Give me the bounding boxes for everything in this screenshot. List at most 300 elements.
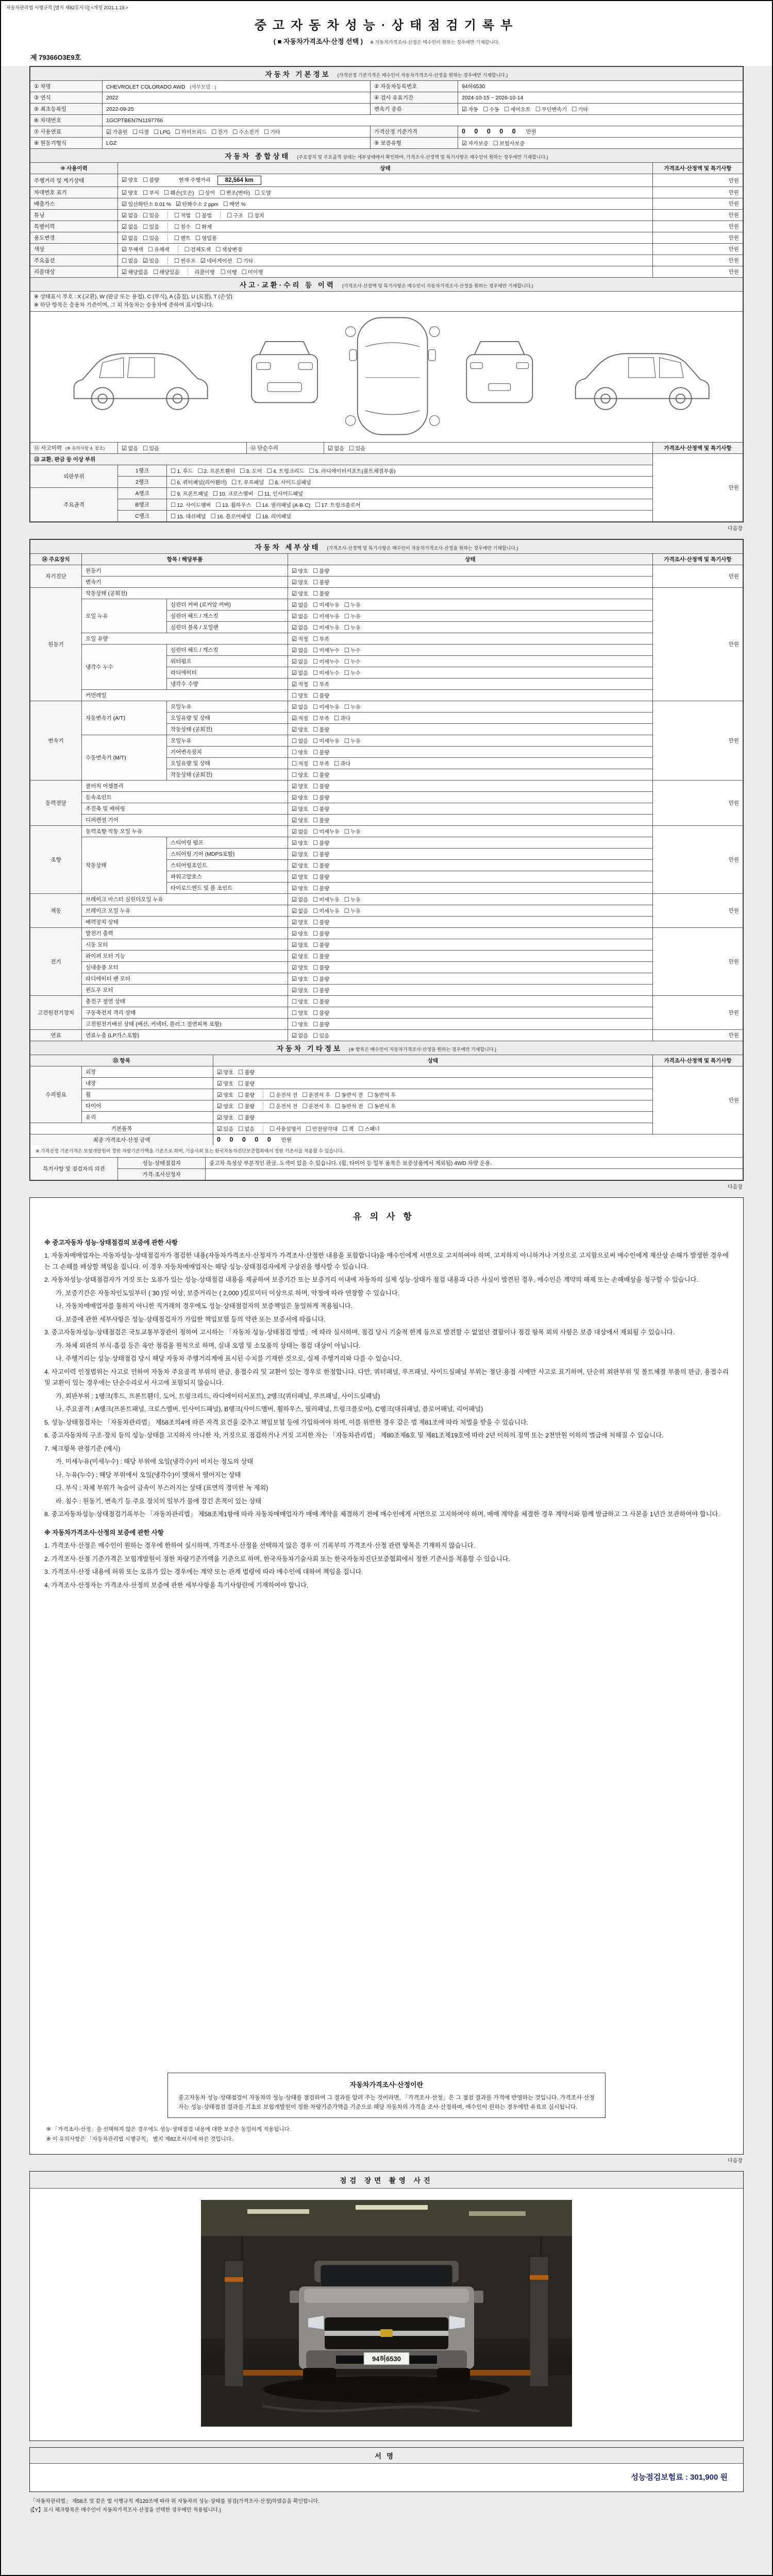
checkbox-checked[interactable] bbox=[217, 1091, 233, 1098]
checkbox-checked[interactable] bbox=[292, 929, 308, 937]
row-label-color: 색상 bbox=[30, 244, 118, 255]
checkbox[interactable] bbox=[313, 771, 329, 778]
section-note: (※ 항목은 매수인이 자동차가격조사·산정을 원하는 경우에만 기재합니다.) bbox=[348, 1046, 497, 1052]
final-price-label: 최종 가격조사·산정 금액 bbox=[30, 1134, 213, 1145]
checkbox-checked[interactable] bbox=[217, 1068, 233, 1076]
checkbox[interactable] bbox=[344, 669, 361, 676]
checkbox-checked[interactable] bbox=[122, 268, 148, 276]
checkbox-checked[interactable] bbox=[462, 105, 478, 113]
checkbox[interactable] bbox=[227, 211, 243, 219]
checkbox[interactable] bbox=[313, 895, 340, 903]
checkbox-checked[interactable] bbox=[462, 139, 489, 147]
checkbox-label: 유채색 bbox=[154, 247, 170, 253]
checkbox[interactable] bbox=[315, 501, 360, 509]
checkbox[interactable] bbox=[313, 646, 340, 654]
checkbox[interactable] bbox=[335, 1091, 363, 1098]
checkbox-icon: ☑ bbox=[292, 963, 297, 971]
checkbox-label: 누유 bbox=[350, 829, 361, 835]
checkbox[interactable] bbox=[238, 1068, 255, 1076]
checkbox[interactable] bbox=[143, 189, 159, 196]
checkbox-checked[interactable] bbox=[143, 257, 159, 264]
checkbox-icon: ☑ bbox=[217, 1091, 223, 1098]
recall-done-group bbox=[188, 268, 267, 276]
checkbox-label: 누유 bbox=[350, 897, 361, 903]
checkbox[interactable] bbox=[334, 759, 350, 767]
checkbox-checked[interactable] bbox=[122, 211, 138, 219]
item-label: 휠 bbox=[82, 1089, 213, 1100]
checkbox-checked[interactable] bbox=[292, 680, 308, 688]
checkbox-label: 무단변속기 bbox=[542, 107, 567, 113]
checkbox-checked[interactable] bbox=[200, 257, 232, 264]
checkbox[interactable] bbox=[344, 601, 361, 608]
checkbox-label: 양호 bbox=[298, 852, 308, 858]
checkbox[interactable] bbox=[238, 1113, 255, 1121]
checkbox[interactable] bbox=[313, 748, 329, 756]
checkbox[interactable] bbox=[313, 963, 329, 971]
group-repair-needed: 수리필요 bbox=[30, 1066, 82, 1123]
premium-label: 성능점검보험료 : bbox=[631, 2472, 688, 2482]
checkbox-label: 불량 bbox=[319, 954, 329, 960]
checkbox-checked[interactable] bbox=[292, 827, 308, 835]
checkbox-label: 없음 bbox=[298, 670, 308, 676]
checkbox-checked[interactable] bbox=[292, 793, 308, 801]
checkbox-checked[interactable] bbox=[122, 444, 138, 452]
checkbox[interactable] bbox=[195, 223, 212, 230]
checkbox[interactable] bbox=[238, 1079, 255, 1087]
checkbox[interactable] bbox=[313, 975, 329, 982]
checkbox-icon: ☐ bbox=[238, 1125, 244, 1132]
checkbox[interactable] bbox=[231, 478, 264, 486]
checkbox[interactable] bbox=[143, 234, 159, 242]
checkbox-label: 없음 bbox=[298, 704, 308, 710]
field-label: 가격산정 기준가격 bbox=[371, 126, 458, 138]
section-box-1 bbox=[29, 66, 744, 522]
checkbox-checked[interactable] bbox=[217, 1079, 233, 1087]
detail-state-table bbox=[30, 539, 743, 1041]
checkbox[interactable] bbox=[344, 623, 361, 631]
checkbox[interactable] bbox=[195, 211, 212, 219]
checkbox-checked[interactable] bbox=[292, 623, 308, 631]
checkbox-icon: ☐ bbox=[122, 257, 127, 264]
checkbox-label: 없음 bbox=[298, 897, 308, 903]
checkbox[interactable] bbox=[264, 128, 280, 135]
notice-line: 8. 중고자동차성능·상태점검기록부는 「자동차관리법」 제58조제1항에 따라 자동차매매업자가 매매 계약을 체결하기 전에 매수인에게 서면으로 고지하여야 하며, 매매 계약을 체결한 경우 계약서와 함께 발급하고 그 사본을 1년간 보관하여야 합니다. bbox=[44, 1511, 720, 1518]
exchange-panel-table bbox=[30, 453, 743, 522]
checkbox-label: 양호 bbox=[128, 191, 138, 196]
vin-mark-options bbox=[118, 187, 653, 198]
checkbox-icon: ☐ bbox=[292, 759, 297, 767]
checkbox-checked[interactable] bbox=[292, 963, 308, 971]
checkbox-checked[interactable] bbox=[217, 1125, 233, 1132]
checkbox-checked[interactable] bbox=[292, 952, 308, 960]
checkbox-checked[interactable] bbox=[292, 975, 308, 982]
checkbox-checked[interactable] bbox=[106, 128, 128, 135]
checkbox[interactable] bbox=[309, 467, 395, 474]
checkbox-icon: ☐ bbox=[256, 501, 261, 509]
checkbox-checked[interactable] bbox=[292, 873, 308, 880]
checkbox-label: 해당없음 bbox=[128, 270, 148, 276]
checkbox[interactable] bbox=[143, 223, 159, 230]
checkbox[interactable] bbox=[132, 128, 149, 135]
checkbox-checked[interactable] bbox=[292, 635, 308, 642]
checkbox-label: 양호 bbox=[298, 806, 308, 812]
checkbox[interactable] bbox=[313, 918, 329, 926]
checkbox[interactable] bbox=[349, 444, 365, 452]
checkbox-label: 없음 bbox=[298, 829, 308, 835]
checkbox[interactable] bbox=[213, 489, 254, 497]
checkbox-checked[interactable] bbox=[292, 884, 308, 892]
checkbox[interactable] bbox=[174, 211, 191, 219]
checkbox-icon: ☐ bbox=[313, 805, 318, 812]
checkbox-icon: ☑ bbox=[292, 839, 297, 846]
checkbox-icon: ☑ bbox=[292, 635, 297, 642]
price-cell: 만원 bbox=[652, 893, 743, 927]
checkbox[interactable] bbox=[237, 257, 253, 264]
checkbox[interactable] bbox=[313, 703, 340, 710]
checkbox-label: 없음 bbox=[128, 236, 138, 242]
checkbox[interactable] bbox=[342, 1125, 354, 1132]
checkbox[interactable] bbox=[313, 601, 340, 608]
checkbox-label: 미세누유 bbox=[319, 897, 340, 903]
basic-kit-have-options bbox=[217, 1126, 259, 1132]
checkbox-icon: ☐ bbox=[313, 646, 318, 654]
checkbox[interactable] bbox=[313, 714, 329, 722]
checkbox-label: 미세누수 bbox=[319, 648, 340, 654]
checkbox-checked[interactable] bbox=[176, 200, 219, 208]
checkbox-icon: ☐ bbox=[313, 963, 318, 971]
tuning-status bbox=[118, 210, 653, 221]
checkbox-checked[interactable] bbox=[292, 918, 308, 926]
checkbox-label: 없음 bbox=[298, 625, 308, 631]
checkbox-checked[interactable] bbox=[292, 703, 308, 710]
checkbox[interactable] bbox=[313, 929, 329, 937]
checkbox-label: 양호 bbox=[298, 840, 308, 846]
checkbox[interactable] bbox=[242, 268, 263, 276]
checkbox-checked[interactable] bbox=[292, 816, 308, 824]
checkbox-label: 15. 대쉬패널 bbox=[177, 514, 206, 520]
checkbox-checked[interactable] bbox=[292, 612, 308, 620]
checkbox[interactable] bbox=[198, 189, 215, 196]
checkbox[interactable] bbox=[302, 1102, 330, 1110]
checkbox[interactable] bbox=[255, 189, 271, 196]
checkbox-label: 네비게이션 bbox=[207, 259, 232, 264]
checkbox-icon: ☐ bbox=[313, 827, 318, 835]
checkbox[interactable] bbox=[238, 1091, 255, 1098]
checkbox-checked[interactable] bbox=[292, 725, 308, 733]
checkbox[interactable] bbox=[313, 680, 329, 688]
item-label: 라디에이터 팬 모터 bbox=[82, 973, 288, 984]
price-cell: 만원 bbox=[653, 266, 743, 278]
checkbox-checked[interactable] bbox=[217, 1113, 233, 1121]
checkbox[interactable] bbox=[292, 997, 308, 1005]
checkbox[interactable] bbox=[267, 467, 305, 474]
checkbox-label: 렌트 bbox=[180, 236, 191, 242]
checkbox[interactable] bbox=[148, 245, 170, 253]
checkbox[interactable] bbox=[197, 467, 235, 474]
checkbox[interactable] bbox=[504, 105, 531, 113]
checkbox[interactable] bbox=[292, 759, 308, 767]
checkbox[interactable] bbox=[302, 1091, 330, 1098]
checkbox-icon: ☑ bbox=[292, 827, 297, 835]
checkbox[interactable] bbox=[313, 759, 329, 767]
checkbox-icon: ☐ bbox=[315, 501, 321, 509]
checkbox-checked[interactable] bbox=[292, 895, 308, 903]
checkbox-checked[interactable] bbox=[292, 782, 308, 790]
checkbox[interactable] bbox=[535, 105, 567, 113]
checkbox[interactable] bbox=[313, 793, 329, 801]
checkbox[interactable] bbox=[344, 612, 361, 620]
status-options bbox=[288, 848, 653, 859]
checkbox[interactable] bbox=[313, 952, 329, 960]
checkbox-checked[interactable] bbox=[292, 986, 308, 994]
checkbox[interactable] bbox=[174, 223, 191, 230]
checkbox[interactable] bbox=[313, 941, 329, 948]
checkbox[interactable] bbox=[313, 725, 329, 733]
checkbox-checked[interactable] bbox=[328, 444, 344, 452]
checkbox[interactable] bbox=[493, 139, 525, 147]
status-options bbox=[288, 644, 653, 655]
checkbox[interactable] bbox=[270, 1102, 298, 1110]
checkbox[interactable] bbox=[344, 737, 361, 744]
checkbox-label: 있음 bbox=[149, 446, 159, 452]
checkbox[interactable] bbox=[358, 1125, 380, 1132]
checkbox-checked[interactable] bbox=[122, 245, 143, 253]
subitem-label: 냉각수 수량 bbox=[167, 678, 288, 689]
checkbox[interactable] bbox=[344, 827, 361, 835]
col-header-status: 상태 bbox=[213, 1055, 653, 1066]
checkbox[interactable] bbox=[211, 128, 228, 135]
checkbox[interactable] bbox=[313, 986, 329, 994]
checkbox[interactable] bbox=[238, 1102, 255, 1110]
checkbox-icon: ☐ bbox=[313, 737, 318, 744]
notice-line: 나. 누유(누수) : 해당 부위에서 오일(냉각수)이 맺혀서 떨어지는 상태 bbox=[56, 1471, 241, 1479]
checkbox[interactable] bbox=[171, 512, 206, 520]
price-cell: 만원 bbox=[652, 825, 743, 893]
checkbox[interactable] bbox=[313, 1009, 329, 1016]
checkbox-checked[interactable] bbox=[292, 601, 308, 608]
checkbox[interactable] bbox=[248, 211, 264, 219]
checkbox-label: 과다 bbox=[340, 761, 350, 767]
checkbox[interactable] bbox=[313, 737, 340, 744]
checkbox[interactable] bbox=[292, 1020, 308, 1028]
checkbox-label: 불량 bbox=[319, 818, 329, 824]
checkbox-checked[interactable] bbox=[292, 578, 308, 586]
checkbox-icon: ☐ bbox=[215, 246, 221, 253]
photo-section-title: 점검 장면 촬영 사진 bbox=[30, 2172, 743, 2189]
checkbox[interactable] bbox=[313, 1031, 329, 1039]
checkbox[interactable] bbox=[313, 691, 329, 699]
checkbox-checked[interactable] bbox=[292, 861, 308, 869]
checkbox[interactable] bbox=[313, 657, 340, 665]
field-label: ⑤ 최초등록일 bbox=[30, 104, 103, 115]
checkbox[interactable] bbox=[270, 1125, 301, 1132]
checkbox-label: 기타 bbox=[270, 130, 280, 135]
checkbox-label: 양호 bbox=[298, 693, 308, 699]
checkbox-checked[interactable] bbox=[292, 567, 308, 574]
checkbox[interactable] bbox=[334, 714, 350, 722]
checkbox[interactable] bbox=[313, 997, 329, 1005]
checkbox[interactable] bbox=[154, 128, 171, 135]
checkbox-checked[interactable] bbox=[292, 850, 308, 858]
checkbox[interactable] bbox=[268, 478, 311, 486]
subitem-label: 오일유량 및 상태 bbox=[167, 712, 288, 723]
checkbox[interactable] bbox=[313, 873, 329, 880]
checkbox-checked[interactable] bbox=[122, 200, 171, 208]
checkbox[interactable] bbox=[313, 567, 329, 574]
checkbox[interactable] bbox=[313, 805, 329, 812]
checkbox[interactable] bbox=[367, 1091, 396, 1098]
checkbox-label: 동반석 후 bbox=[374, 1104, 396, 1110]
checkbox[interactable] bbox=[292, 691, 308, 699]
checkbox[interactable] bbox=[238, 1125, 255, 1132]
final-price-table bbox=[30, 1134, 743, 1146]
checkbox[interactable] bbox=[171, 467, 193, 474]
checkbox-icon: ☐ bbox=[292, 771, 297, 778]
checkbox[interactable] bbox=[313, 635, 329, 642]
checkbox[interactable] bbox=[232, 128, 259, 135]
checkbox[interactable] bbox=[258, 489, 303, 497]
item-label: 원동기 bbox=[82, 565, 288, 576]
checkbox[interactable] bbox=[344, 657, 361, 665]
checkbox[interactable] bbox=[256, 512, 291, 520]
checkbox[interactable] bbox=[313, 827, 340, 835]
checkbox-checked[interactable] bbox=[292, 839, 308, 846]
checkbox[interactable] bbox=[215, 245, 242, 253]
inspector-comment: 중고차 특성상 부분적인 판금, 도색이 있을 수 있습니다. (휠, 타이어 등 일부 품목은 보증상품에서 제외됨) 4WD 차량 운용. bbox=[206, 1157, 743, 1168]
checkbox-label: 불량 bbox=[319, 580, 329, 586]
item-label: 동력조향 작동 오일 누유 bbox=[82, 825, 288, 837]
checkbox-icon: ☐ bbox=[344, 601, 349, 608]
checkbox[interactable] bbox=[313, 589, 329, 597]
checkbox[interactable] bbox=[184, 245, 211, 253]
checkbox[interactable] bbox=[335, 1102, 363, 1110]
checkbox-icon: ☐ bbox=[367, 1091, 373, 1098]
checkbox[interactable] bbox=[313, 816, 329, 824]
checkbox[interactable] bbox=[164, 189, 194, 196]
checkbox[interactable] bbox=[292, 748, 308, 756]
checkbox[interactable] bbox=[344, 703, 361, 710]
checkbox-icon: ☑ bbox=[292, 669, 297, 676]
checkbox-label: LPG bbox=[160, 130, 171, 135]
checkbox-checked[interactable] bbox=[292, 805, 308, 812]
page-title: 중고자동차성능·상태점검기록부 bbox=[254, 19, 519, 32]
checkbox[interactable] bbox=[313, 578, 329, 586]
rankC-options bbox=[167, 510, 653, 521]
checkbox-label: 양호 bbox=[298, 1010, 308, 1016]
checkbox-icon: ☐ bbox=[344, 623, 349, 631]
checkbox-checked[interactable] bbox=[122, 223, 138, 230]
checkbox[interactable] bbox=[292, 737, 308, 744]
checkbox-label: 미세누수 bbox=[319, 670, 340, 676]
checkbox-label: 없음 bbox=[128, 259, 138, 264]
col-header-status: 상태 bbox=[118, 163, 653, 174]
checkbox-checked[interactable] bbox=[292, 589, 308, 597]
checkbox[interactable] bbox=[313, 839, 329, 846]
checkbox[interactable] bbox=[122, 257, 138, 264]
checkbox-checked[interactable] bbox=[292, 907, 308, 914]
checkbox[interactable] bbox=[367, 1102, 396, 1110]
checkbox[interactable] bbox=[313, 669, 340, 676]
checkbox-label: 13. 휠하우스 bbox=[222, 502, 251, 509]
checkbox-checked[interactable] bbox=[292, 714, 308, 722]
checkbox[interactable] bbox=[171, 489, 208, 497]
notice-line: 3. 중고자동차성능·상태점검은 국토교통부장관이 정하여 고시하는 「자동차 성능·상태점검 방법」에 따라 실시하며, 점검 당시 기술적 한계 등으로 발견할 수 없었던 결함이나 점검 항목 외의 사항은 보증 대상에서 제외될 수 있습니다. bbox=[44, 1329, 675, 1336]
special-kind-options bbox=[167, 223, 216, 230]
checkbox-checked[interactable] bbox=[292, 669, 308, 676]
checkbox-label: 불량 bbox=[319, 568, 329, 574]
checkbox-icon: ☑ bbox=[292, 612, 297, 620]
checkbox-icon: ☐ bbox=[175, 128, 180, 135]
checkbox-icon: ☑ bbox=[328, 444, 333, 452]
checkbox[interactable] bbox=[221, 268, 237, 276]
checkbox[interactable] bbox=[143, 176, 159, 183]
rankC-label: C랭크 bbox=[118, 510, 167, 521]
checkbox[interactable] bbox=[216, 501, 251, 509]
checkbox[interactable] bbox=[306, 1125, 338, 1132]
checkbox[interactable] bbox=[171, 478, 227, 486]
checkbox[interactable] bbox=[153, 268, 180, 276]
checkbox[interactable] bbox=[171, 501, 211, 509]
checkbox-checked[interactable] bbox=[292, 657, 308, 665]
checkbox-checked[interactable] bbox=[122, 189, 138, 196]
checkbox[interactable] bbox=[313, 884, 329, 892]
checkbox[interactable] bbox=[344, 895, 361, 903]
checkbox-checked[interactable] bbox=[122, 176, 138, 183]
checkbox[interactable] bbox=[313, 1020, 329, 1028]
checkbox[interactable] bbox=[313, 782, 329, 790]
checkbox[interactable] bbox=[223, 200, 246, 208]
checkbox-checked[interactable] bbox=[217, 1102, 233, 1110]
checkbox-checked[interactable] bbox=[122, 234, 138, 242]
checkbox[interactable] bbox=[292, 771, 308, 778]
checkbox-label: 불량 bbox=[149, 178, 159, 183]
checkbox[interactable] bbox=[174, 257, 196, 264]
status-options bbox=[213, 1066, 653, 1077]
checkbox-label: 미세누유 bbox=[319, 614, 340, 620]
checkbox[interactable] bbox=[313, 850, 329, 858]
checkbox[interactable] bbox=[256, 501, 310, 509]
status-options bbox=[288, 621, 653, 633]
checkbox[interactable] bbox=[313, 612, 340, 620]
checkbox[interactable] bbox=[313, 907, 340, 914]
checkbox-checked[interactable] bbox=[292, 941, 308, 948]
checkbox[interactable] bbox=[143, 444, 159, 452]
field-label: ③ 연식 bbox=[30, 92, 103, 104]
checkbox[interactable] bbox=[572, 105, 588, 113]
checkbox[interactable] bbox=[483, 105, 499, 113]
checkbox[interactable] bbox=[174, 234, 191, 242]
checkbox-checked[interactable] bbox=[292, 646, 308, 654]
checkbox-icon: ☐ bbox=[535, 106, 541, 113]
checkbox-checked[interactable] bbox=[292, 1031, 308, 1039]
checkbox[interactable] bbox=[143, 211, 159, 219]
checkbox[interactable] bbox=[240, 467, 262, 474]
status-options bbox=[288, 973, 653, 984]
checkbox[interactable] bbox=[175, 128, 207, 135]
checkbox[interactable] bbox=[292, 1009, 308, 1016]
checkbox[interactable] bbox=[211, 512, 251, 520]
checkbox[interactable] bbox=[313, 623, 340, 631]
price-cell: 만원 bbox=[652, 1029, 743, 1041]
checkbox-icon: ☐ bbox=[195, 223, 201, 230]
checkbox-label: 과다 bbox=[340, 716, 350, 722]
checkbox[interactable] bbox=[270, 1091, 298, 1098]
checkbox[interactable] bbox=[313, 861, 329, 869]
checkbox[interactable] bbox=[344, 646, 361, 654]
checkbox[interactable] bbox=[220, 189, 249, 196]
checkbox[interactable] bbox=[344, 907, 361, 914]
checkbox[interactable] bbox=[195, 234, 217, 242]
